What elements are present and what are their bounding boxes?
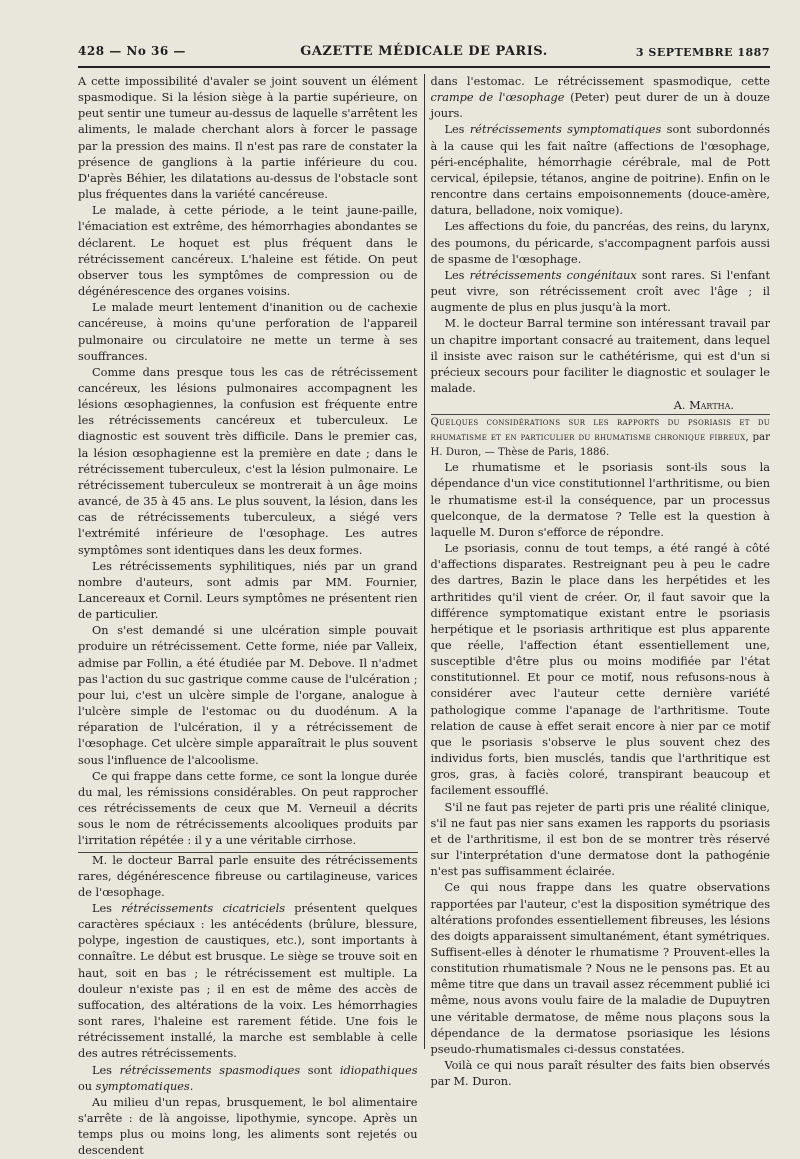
paragraph: Les rétrécissements cicatriciels présentent quelques caractères spéciaux : les antécédents (brûlure, blessure, polype, ingestion de caustiques, etc.), sont importants à connaître. Le début est brusque. Le siège se trouve soit en haut, soit en bas ; le rétrécissement est multiple. La douleur n'existe pas ; il en est de même des accès de suffocation, des altérations de la voix. Les hémorrhagies sont rares, l'haleine est rarement fétide. Une fois le rétrécissement installé, la marche est semblable à celle des autres rétrécissements.	[78, 901, 418, 1061]
article-columns	[78, 74, 771, 1158]
paragraph: Les rétrécissements spasmodiques sont idiopathiques ou symptomatiques.	[78, 1063, 418, 1093]
paragraph: Les rétrécissements symptomatiques sont subordonnés à la cause qui les fait naître (affections de l'œsophage, péri-encéphalite, hémorrhagie cérébrale, mal de Pott cervical, épilepsie, tétanos, angine de poitrine). Enfin on le rencontre dans certains empoisonnements (douce-amère, datura, belladone, noix vomique).	[430, 123, 771, 218]
paragraph: Le rhumatisme et le psoriasis sont-ils sous la dépendance d'un vice constitutionnel l'arthritisme, ou bien le rhumatisme est-il la conséquence, par un processus quelconque, de la dermatose ? Telle est la question à laquelle M. Duron s'efforce de répondre.	[430, 461, 770, 539]
left-column	[78, 74, 424, 1158]
paragraph: S'il ne faut pas rejeter de parti pris une réalité clinique, s'il ne faut pas nier sans examen les rapports du psoriasis et de l'arthritisme, il est bon de se montrer très réservé sur l'interprétation d'une dermatose dont la pathogénie n'est pas suffisamment éclairée.	[430, 800, 770, 879]
paragraph: Les affections du foie, du pancréas, des reins, du larynx, des poumons, du péricarde, s'accompagnent parfois aussi de spasme de l'œsophage.	[430, 220, 770, 266]
paragraph: Au milieu d'un repas, brusquement, le bol alimentaire s'arrête : de là angoisse, lipothymie, syncope. Après un temps plus ou moins long, les aliments sont rejetés ou descendent	[78, 1095, 418, 1158]
paragraph: Ce qui frappe dans cette forme, ce sont la longue durée du mal, les rémissions considérables. On peut rapprocher ces rétrécissements de ceux que M. Verneuil a décrits sous le nom de rétrécissements alcooliques produits par l'irritation répétée : il y a une véritable cirrhose.	[78, 769, 418, 848]
paragraph: A cette impossibilité d'avaler se joint souvent un élément spasmodique. Si la lésion siège à la partie supérieure, on peut sentir une tumeur au-dessus de laquelle s'arrêtent les aliments, le malade cherchant alors à forcer le passage par la pression des mains. Il n'est pas rare de constater la présence de ganglions à la partie inférieure du cou. D'après Béhier, les dilatations au-dessus de l'obstacle sont plus fréquentes dans la variété cancéreuse.	[78, 75, 418, 202]
paragraph: On s'est demandé si une ulcération simple pouvait produire un rétrécissement. Cette forme, niée par Valleix, admise par Follin, a été étudiée par M. Debove. Il n'admet pas l'action du suc gastrique comme cause de l'ulcération ; pour lui, c'est un ulcère simple de l'organe, analogue à l'ulcère simple de l'estomac ou du duodénum. A la réparation de l'ulcération, il y a rétrécissement de l'œsophage. Cet ulcère simple apparaîtrait le plus souvent sous l'influence de l'alcoolisme.	[78, 624, 418, 767]
author-signature: A. Martha.	[673, 399, 734, 413]
emphasis: rétrécissements symptomatiques	[469, 123, 662, 137]
paragraph: Les rétrécissements syphilitiques, niés par un grand nombre d'auteurs, sont admis par MM. Fournier, Lancereaux et Cornil. Leurs symptômes ne présentent rien de particulier.	[78, 559, 418, 622]
paragraph: Le malade, à cette période, a le teint jaune-paille, l'émaciation est extrême, des hémorrhagies abondantes se déclarent. Le hoquet est plus fréquent dans le rétrécissement cancéreux. L'haleine est fétide. On peut observer tous les symptômes de compression ou de dégénérescence des organes voisins.	[78, 204, 418, 299]
emphasis: symptomatiques	[95, 1079, 190, 1093]
paragraph: Le psoriasis, connu de tout temps, a été rangé à côté d'affections disparates. Restreignant peu à peu le cadre des dartres, Bazin le place dans les herpétides et les arthritides qu'il vient de créer. Or, il faut savoir que la différence symptomatique existant entre le psoriasis herpétique et le psoriasis arthritique est plus apparente que réelle, l'affection étant essentiellement une, susceptible d'être plus ou moins modifiée par l'état constitutionnel. Et pour ce motif, nous refusons-nous à considérer avec l'auteur cette dernière variété pathologique comme l'apanage de l'arthritisme. Toute relation de cause à effet serait encore à nier par ce motif que le psoriasis s'observe le plus souvent chez des individus forts, bien musclés, tandis que l'arthritique est gros, gras, à faciès coloré, transpirant beaucoup et facilement essoufflé.	[430, 542, 770, 798]
emphasis: rétrécissements cicatriciels	[121, 901, 286, 915]
paragraph: dans l'estomac. Le rétrécissement spasmodique, cette crampe de l'œsophage (Peter) peut durer de un à douze jours.	[430, 75, 770, 121]
journal-title: GAZETTE MÉDICALE DE PARIS.	[300, 44, 548, 59]
emphasis: rétrécissements spasmodiques	[119, 1063, 301, 1077]
emphasis: idiopathiques	[339, 1063, 418, 1077]
issue-date: 3 SEPTEMBRE 1887	[635, 46, 770, 59]
paragraph: Ce qui nous frappe dans les quatre observations rapportées par l'auteur, c'est la disposition symétrique des altérations profondes essentiellement fibreuses, les lésions des doigts apparaissent simultanément, étant symétriques. Suffisent-elles à dénoter le rhumatisme ? Prouvent-elles la constitution rhumatismale ? Nous ne le pensons pas. Et au même titre que dans un travail assez récemment publié ici même, nous avons voulu faire de la maladie de Dupuytren une véritable dermatose, de même nous plaçons sous la dépendance de la dermatose psoriasique les lésions pseudo-rhumatismales ci-dessus constatées.	[430, 881, 770, 1056]
emphasis: rétrécissements congénitaux	[469, 268, 637, 282]
emphasis: crampe de l'œsophage	[430, 91, 565, 105]
page-header	[78, 40, 770, 68]
paragraph: M. le docteur Barral termine son intéressant travail par un chapitre important consacré au traitement, dans lequel il insiste avec raison sur le cathétérisme, qui est d'un si précieux secours pour faciliter le diagnostic et soulager le malade.	[430, 317, 770, 395]
review-headline: Quelques considérations sur les rapports du psoriasis et du rhumatisme et en particulier du rhumatisme chronique fibreux, par H. Duron, — Thèse de Paris, 1886.	[431, 414, 771, 460]
right-column	[424, 74, 771, 1089]
paragraph: Les rétrécissements congénitaux sont rares. Si l'enfant peut vivre, son rétrécissement croît avec l'âge ; il augmente de plus en plus jusqu'à la mort.	[430, 268, 770, 315]
paragraph: Comme dans presque tous les cas de rétrécissement cancéreux, les lésions pulmonaires accompagnent les lésions œsophagiennes, la confusion est fréquente entre les rétrécissements cancéreux et tuberculeux. Le diagnostic est souvent très difficile. Dans le premier cas, la lésion œsophagienne est la première en date ; dans le rétrécissement tuberculeux, c'est la lésion pulmonaire. Le rétrécissement tuberculeux se montrerait à un âge moins avancé, de 35 à 45 ans. Le plus souvent, la lésion, dans les cas de rétrécissements tuberculeux, a siégé vers l'extrémité inférieure de l'œsophage. Les autres symptômes sont identiques dans les deux formes.	[78, 365, 418, 557]
paragraph: Voilà ce qui nous paraît résulter des faits bien observés par M. Duron.	[430, 1059, 770, 1089]
page-number: 428 — No 36 —	[78, 44, 186, 58]
paragraph: Le malade meurt lentement d'inanition ou de cachexie cancéreuse, à moins qu'une perforation de l'appareil pulmonaire ou circulatoire ne mette un terme à ses souffrances.	[78, 301, 418, 363]
paragraph: M. le docteur Barral parle ensuite des rétrécissements rares, dégénérescence fibreuse ou cartilagineuse, varices de l'œsophage.	[78, 852, 418, 901]
